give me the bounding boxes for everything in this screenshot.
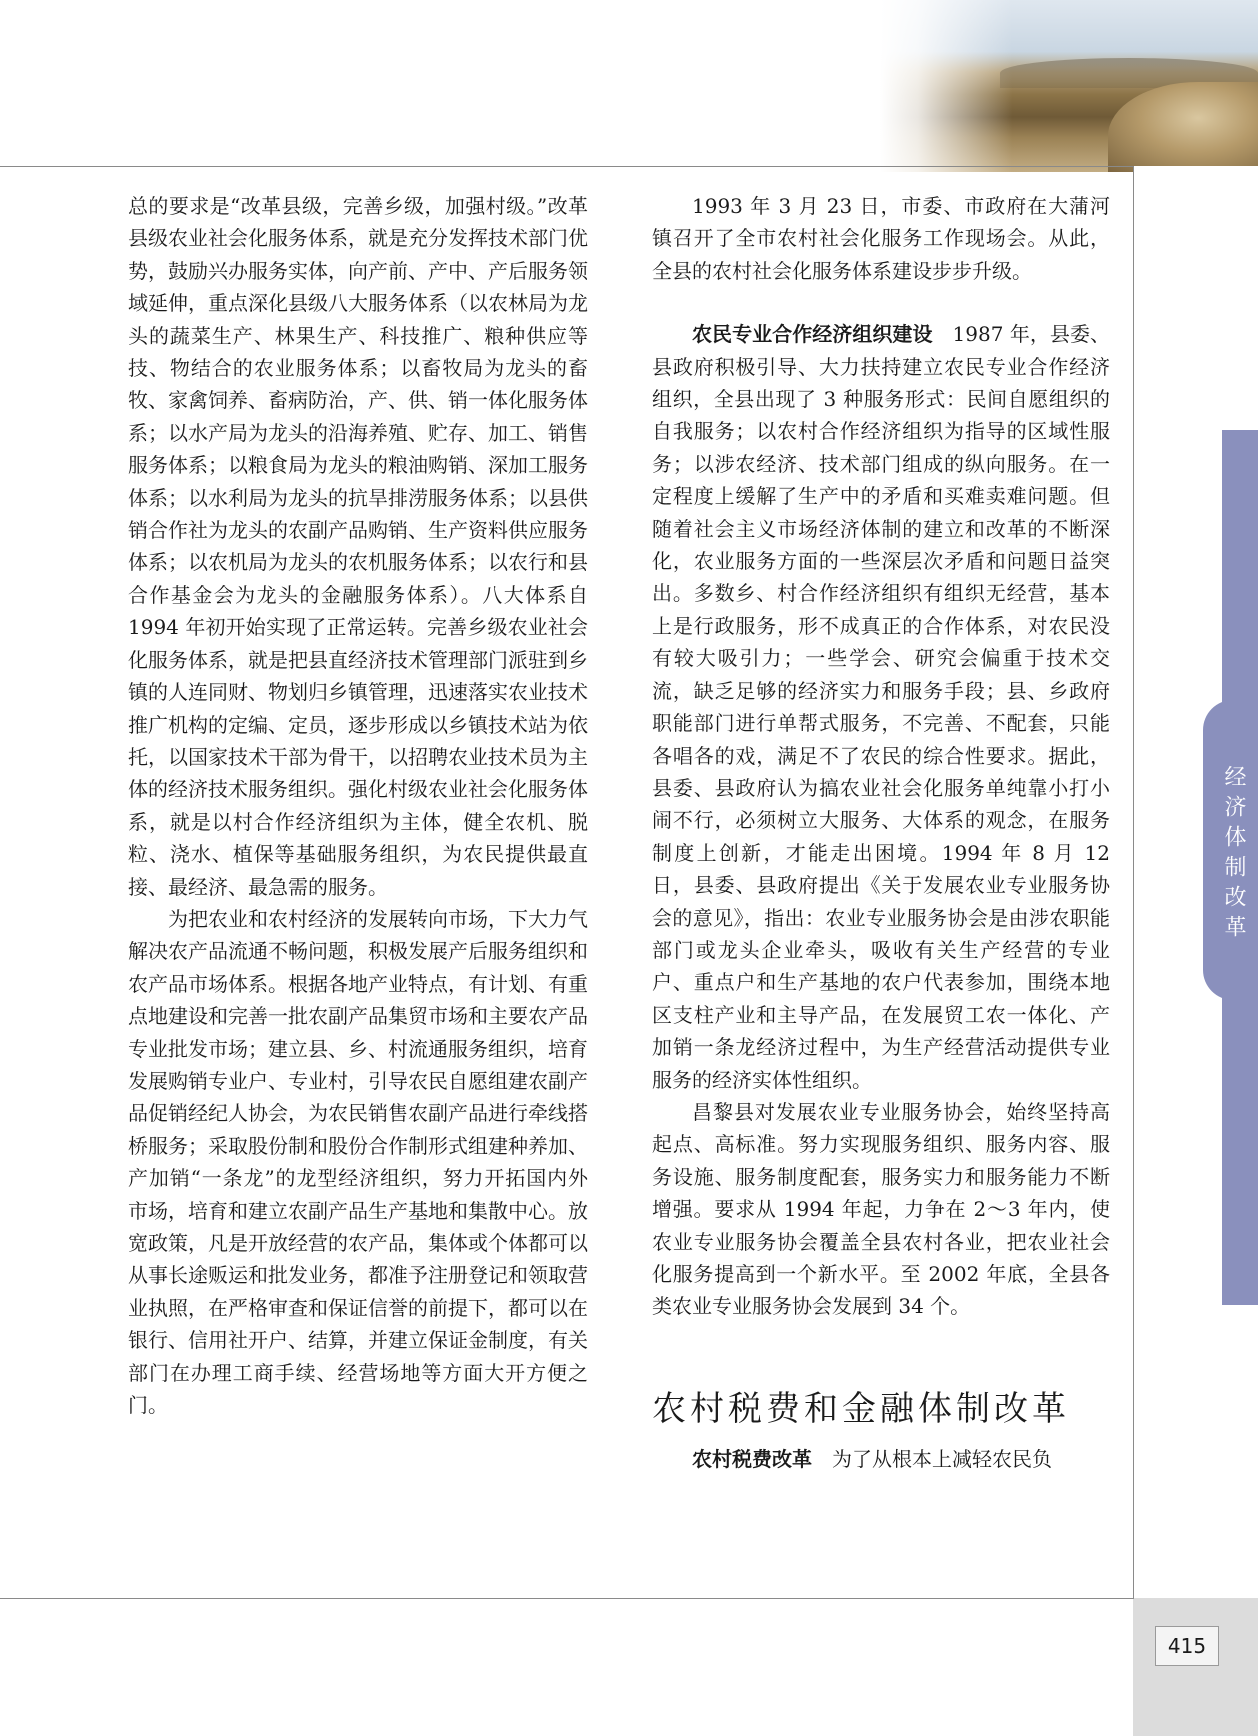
footer-gray-block	[1133, 1598, 1258, 1736]
subsection-heading-cooperatives: 农民专业合作经济组织建设	[692, 322, 933, 347]
right-paragraph-4	[652, 1443, 1110, 1475]
section-heading: 农村税费和金融体制改革	[652, 1388, 1070, 1429]
right-paragraph-4-body: 为了从根本上减轻农民负	[812, 1446, 1052, 1471]
left-paragraph-1: 总的要求是“改革县级，完善乡级，加强村级。”改革县级农业社会化服务体系，就是充分发挥技术部门优势，鼓励兴办服务实体，向产前、产中、产后服务领域延伸，重点深化县级八大服务体系（以农林局为龙头的蔬菜生产、林果生产、科技推广、粮种供应等技、物结合的农业服务体系；以畜牧局为龙头的畜牧、家禽饲养、畜病防治，产、供、销一体化服务体系；以水产局为龙头的沿海养殖、贮存、加工、销售服务体系；以粮食局为龙头的粮油购销、深加工服务体系；以水利局为龙头的抗旱排涝服务体系；以县供销合作社为龙头的农副产品购销、生产资料供应服务体系；以农机局为龙头的农机服务体系；以农行和县合作基金会为龙头的金融服务体系）。八大体系自 1994 年初开始实现了正常运转。完善乡级农业社会化服务体系，就是把县直经济技术管理部门派驻到乡镇的人连同财、物划归乡镇管理，迅速落实农业技术推广机构的定编、定员，逐步形成以乡镇技术站为依托，以国家技术干部为骨干，以招聘农业技术员为主体的经济技术服务组织。强化村级农业社会化服务体系，就是以村合作经济组织为主体，健全农机、脱粒、浇水、植保等基础服务组织，为农民提供最直接、最经济、最急需的服务。	[128, 194, 588, 899]
footer-rule	[0, 1598, 1134, 1599]
side-tab-label: 经济体制改革	[1221, 765, 1246, 945]
header-photo-rock	[1108, 82, 1258, 172]
subsection-heading-tax-reform: 农村税费改革	[692, 1446, 812, 1471]
page-number: 415	[1155, 1626, 1219, 1666]
right-margin-rule	[1133, 166, 1134, 1598]
right-paragraph-2	[652, 318, 1110, 1096]
header-rule	[0, 166, 1135, 167]
left-paragraph-2: 为把农业和农村经济的发展转向市场，下大力气解决农产品流通不畅问题，积极发展产后服务组织和农产品市场体系。根据各地产业特点，有计划、有重点地建设和完善一批农副产品集贸市场和主要农产品专业批发市场；建立县、乡、村流通服务组织，培育发展购销专业户、专业村，引导农民自愿组建农副产品促销经纪人协会，为农民销售农副产品进行牵线搭桥服务；采取股份制和股份合作制形式组建种养加、产加销“一条龙”的龙型经济组织，努力开拓国内外市场，培育和建立农副产品生产基地和集散中心。放宽政策，凡是开放经营的农产品，集体或个体都可以从事长途贩运和批发业务，都准予注册登记和领取营业执照，在严格审查和保证信誉的前提下，都可以在银行、信用社开户、结算，并建立保证金制度，有关部门在办理工商手续、经营场地等方面大开方便之门。	[128, 906, 588, 1418]
right-paragraph-3: 昌黎县对发展农业专业服务协会，始终坚持高起点、高标准。努力实现服务组织、服务内容、服务设施、服务制度配套，服务实力和服务能力不断增强。要求从 1994 年起，力争在 2～3 年内，使农业专业服务协会覆盖全县农村各业，把农业社会化服务提高到一个新水平。至 2002 年底，全县各类农业专业服务协会发展到 34 个。	[652, 1099, 1110, 1319]
right-column	[652, 190, 1110, 1475]
right-paragraph-2-body: 1987 年，县委、县政府积极引导、大力扶持建立农民专业合作经济组织，全县出现了 3 种服务形式：民间自愿组织的自我服务；以农村合作经济组织为指导的区域性服务；以涉农经济、技术部门组成的纵向服务。在一定程度上缓解了生产中的矛盾和买难卖难问题。但随着社会主义市场经济体制的建立和改革的不断深化，农业服务方面的一些深层次矛盾和问题日益突出。多数乡、村合作经济组织有组织无经营，基本上是行政服务，形不成真正的合作体系，对农民没有较大吸引力；一些学会、研究会偏重于技术交流，缺乏足够的经济实力和服务手段；县、乡政府职能部门进行单帮式服务，不完善、不配套，只能各唱各的戏，满足不了农民的综合性要求。据此，县委、县政府认为搞农业社会化服务单纯靠小打小闹不行，必须树立大服务、大体系的观念，在服务制度上创新，才能走出困境。1994 年 8 月 12 日，县委、县政府提出《关于发展农业专业服务协会的意见》，指出：农业专业服务协会是由涉农职能部门或龙头企业牵头，吸收有关生产经营的专业户、重点户和生产基地的农户代表参加，围绕本地区支柱产业和主导产品，在发展贸工农一体化、产加销一条龙经济过程中，为生产经营活动提供专业服务的经济实体性组织。	[652, 322, 1111, 1092]
header-photo	[880, 0, 1258, 172]
right-paragraph-1: 1993 年 3 月 23 日，市委、市政府在大蒲河镇召开了全市农村社会化服务工作现场会。从此，全县的农村社会化服务体系建设步步升级。	[652, 194, 1110, 283]
left-column	[128, 190, 588, 1421]
